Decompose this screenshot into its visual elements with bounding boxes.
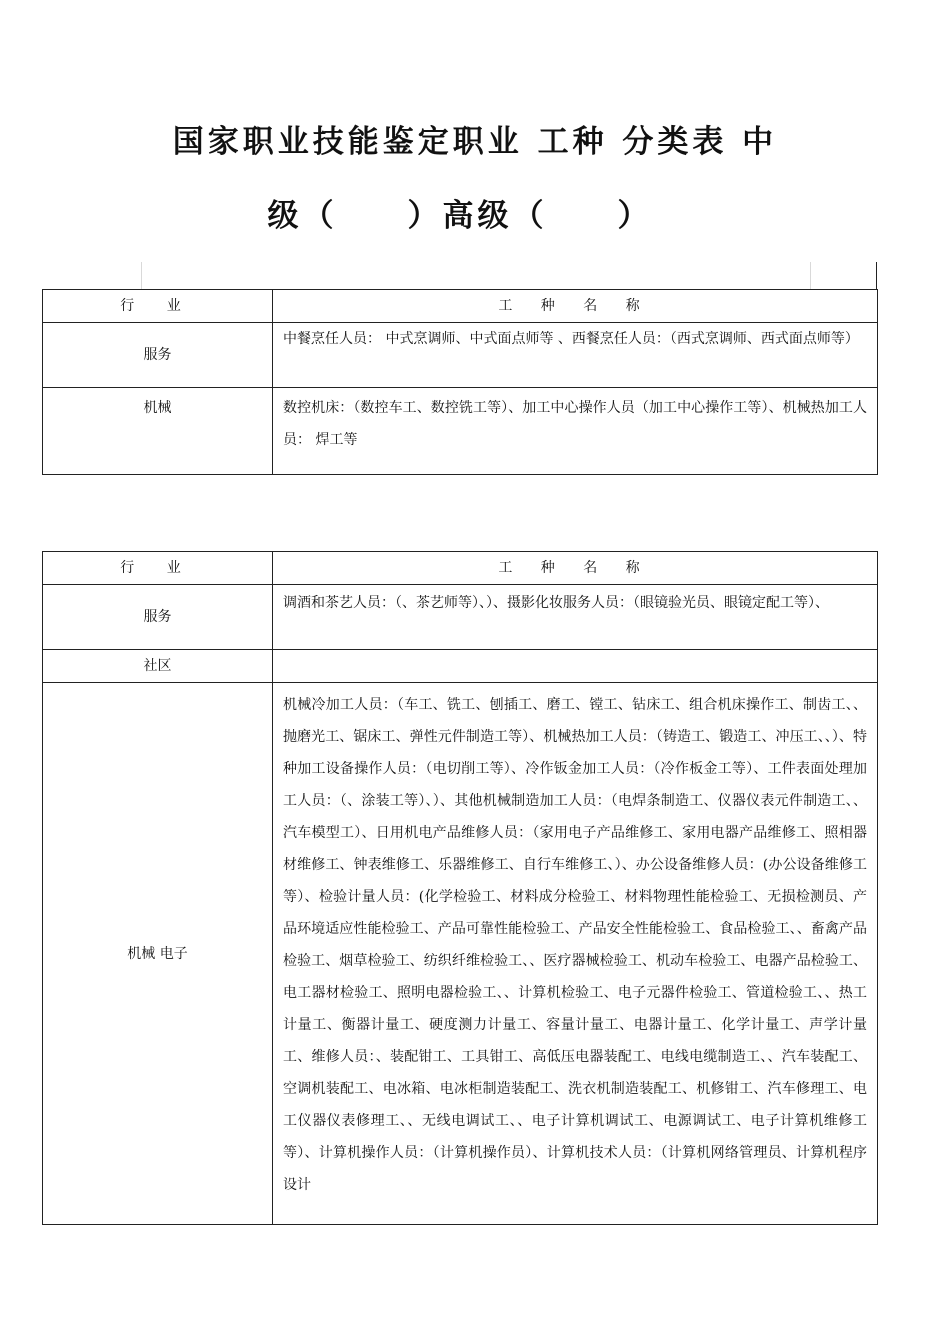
table-top-stub	[876, 262, 877, 290]
table-top-guides	[141, 262, 811, 290]
jobs-cell-text: 机械冷加工人员：（车工、铣工、刨插工、磨工、镗工、钻床工、组合机床操作工、制齿工、、抛磨光工、锯床工、弹性元件制造工等）、机械热加工人员：（铸造工、锻造工、冲压工、、）、特种加工设备操作人员：（电切削工等）、冷作钣金加工人员：（冷作板金工等）、工件表面处理加工人员：（、涂装工等）、）、其他机械制造加工人员：（电焊条制造工、仪器仪表元件制造工、、汽车模型工）、日用机电产品维修人员：（家用电子产品维修工、家用电器产品维修工、照相器材维修工、钟表维修工、乐器维修工、自行车维修工、）、办公设备维修人员：(办公设备维修工等）、检验计量人员：(化学检验工、材料成分检验工、材料物理性能检验工、无损检测员、产品环境适应性能检验工、产品可靠性能检验工、产品安全性能检验工、食品检验工、、畜禽产品检验工、烟草检验工、纺织纤维检验工、、医疗器械检验工、机动车检验工、电器产品检验工、电工器材检验工、照明电器检验工、、计算机检验工、电子元器件检验工、管道检验工、、热工计量工、衡器计量工、硬度测力计量工、容量计量工、电器计量工、化学计量工、声学计量工、维修人员：、装配钳工、工具钳工、高低压电器装配工、电线电缆制造工、、汽车装配工、空调机装配工、电冰箱、电冰柜制造装配工、洗衣机制造装配工、机修钳工、汽车修理工、电工仪器仪表修理工、、无线电调试工、、电子计算机调试工、电源调试工、电子计算机维修工等）、计算机操作人员：（计算机操作员）、计算机技术人员：（计算机网络管理员、计算机程序设计	[283, 697, 867, 1193]
header-job-names: 工 种 名 称	[273, 290, 878, 323]
jobs-cell: 调酒和茶艺人员：（、茶艺师等）、）、摄影化妆服务人员：（眼镜验光员、眼镜定配工等）、	[273, 585, 878, 650]
jobs-cell: 数控机床：（数控车工、数控铣工等）、加工中心操作人员（加工中心操作工等）、机械热加工人员： 焊工等	[273, 388, 878, 475]
table-header-row	[43, 552, 878, 585]
industry-cell: 社区	[43, 650, 273, 683]
jobs-cell	[273, 683, 878, 1225]
header-industry: 行 业	[43, 290, 273, 323]
job-classification-table-1	[42, 289, 878, 475]
industry-cell: 机械	[43, 388, 273, 475]
job-classification-table-2	[42, 551, 878, 1225]
table-row	[43, 323, 878, 388]
table-header-row	[43, 290, 878, 323]
title-close: ）	[617, 198, 653, 234]
title-level-middle: 级（	[267, 198, 338, 234]
header-industry: 行 业	[43, 552, 273, 585]
title-level-high: ）高级（	[407, 198, 548, 234]
industry-cell: 服务	[43, 323, 273, 388]
table-row	[43, 388, 878, 475]
jobs-cell: 中餐烹任人员： 中式烹调师、中式面点师等 、西餐烹任人员：（西式烹调师、西式面点师等）	[273, 323, 878, 388]
table-row	[43, 683, 878, 1225]
page-title-line-2	[0, 190, 920, 235]
jobs-cell	[273, 650, 878, 683]
industry-cell: 服务	[43, 585, 273, 650]
table-row	[43, 650, 878, 683]
page-title-line-1: 国家职业技能鉴定职业 工种 分类表 中	[172, 124, 778, 160]
header-job-names: 工 种 名 称	[273, 552, 878, 585]
table-row	[43, 585, 878, 650]
industry-cell: 机械 电子	[43, 683, 273, 1225]
